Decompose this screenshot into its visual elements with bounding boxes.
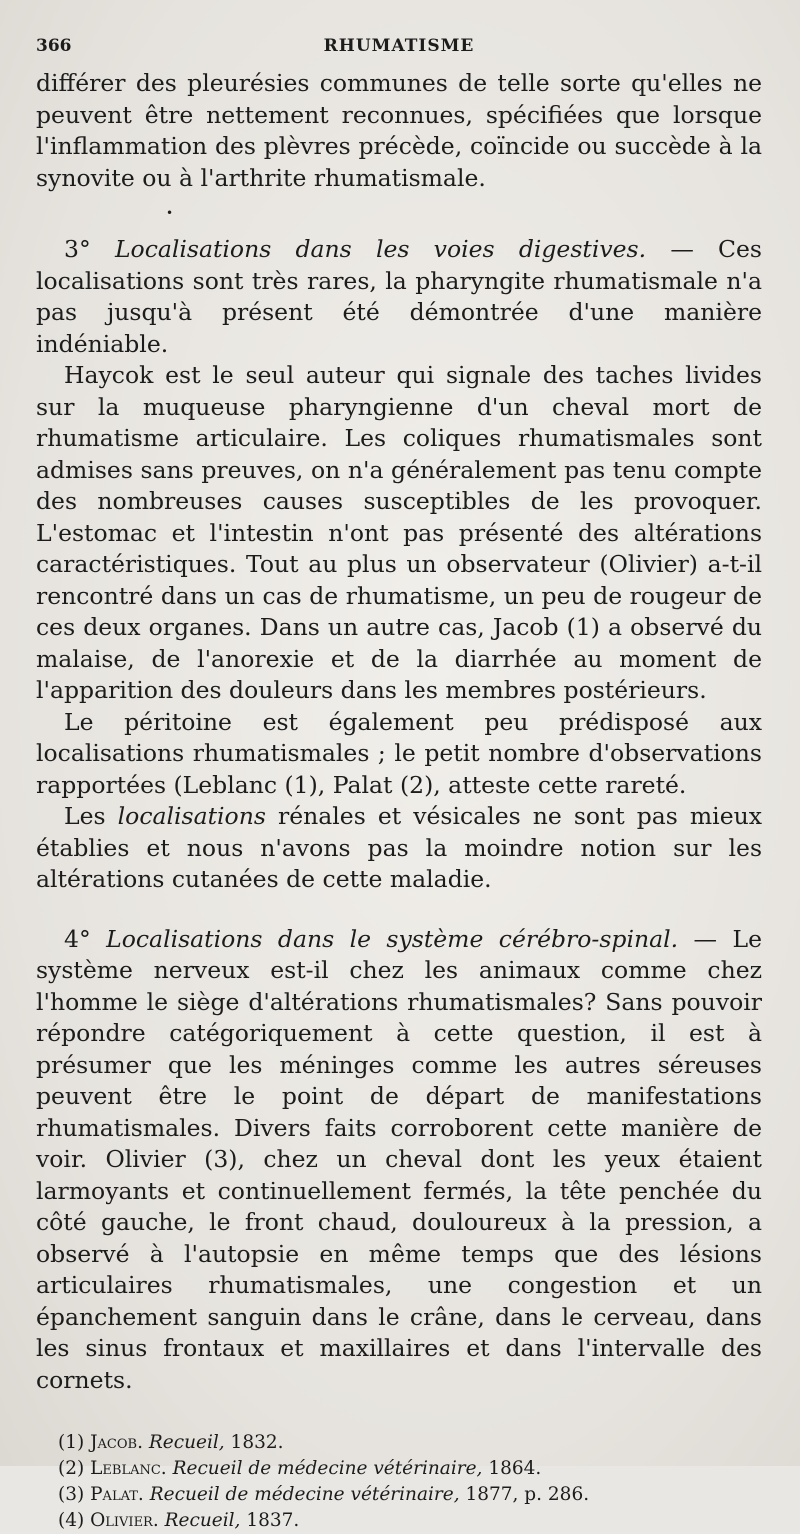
footnote-title: Recueil de médecine vétérinaire, [149,1484,460,1505]
section-gap [36,194,762,234]
body-text [36,68,762,1396]
section-4-title: Localisations dans le système cérébro-spinal. [106,924,679,953]
footnote-number: (1) [58,1432,85,1453]
paragraph-renales [36,801,762,896]
footnote-rest: 1837. [240,1510,300,1531]
p4-rest: rénales et vésicales ne sont pas mieux établies et nous n'avons pas la moindre notion sur les altérations cutanées de cette maladie. [36,802,762,893]
footnote-rest: 1877, p. 286. [459,1484,590,1505]
paragraph-continuation: différer des pleurésies communes de telle sorte qu'elles ne peuvent être nettement reconnues, spécifiées que lorsque l'inflammation des plèvres précède, coïncide ou succède à la synovite ou à l'arthrite rhumatismale. [36,69,762,192]
footnote [36,1482,762,1508]
section-3-title: Localisations dans les voies digestives. [114,235,647,263]
section-3-text: — Ces localisations sont très rares, la pharyngite rhumatismale n'a pas jusqu'à présent été démontrée d'une manière indéniable. [36,235,762,358]
footnote-number: (4) [58,1510,85,1531]
footnote-title: Recueil, [148,1432,225,1453]
footnote-rest: 1832. [224,1432,284,1453]
page-number: 366 [36,36,72,56]
section-3-number: 3° [64,235,91,263]
section-4-text: — Le système nerveux est-il chez les animaux comme chez l'homme le siège d'altérations rhumatismales? Sans pouvoir répondre catégoriquement à cette question, il est à présumer que les méninges comme les autres séreuses peuvent être le point de départ de manifestations rhumatismales. Divers faits corroborent cette manière de voir. Olivier (3), chez un cheval dont les yeux étaient larmoyants et continuellement fermés, la tête penchée du côté gauche, le front chaud, douloureux à la pression, a observé à l'autopsie en même temps que des lésions articulaires rhumatismales, une congestion et un épanchement sanguin dans le crâne, dans le cerveau, dans les sinus frontaux et maxillaires et dans l'intervalle des cornets. [36,924,762,1394]
footnote-number: (3) [58,1484,85,1505]
footnote-author: Leblanc. [90,1458,167,1479]
footnote-rest: 1864. [482,1458,542,1479]
footnote [36,1508,762,1534]
p4-italic: localisations [117,802,266,830]
section-4-number: 4° [64,924,91,953]
paragraph-haycok: Haycok est le seul auteur qui signale des taches livides sur la muqueuse pharyngienne d'un cheval mort de rhumatisme articulaire. Les coliques rhumatismales sont admises sans preuves, on n'a généralement pas tenu compte des nombreuses causes susceptibles de les provoquer. L'estomac et l'intestin n'ont pas présenté des altérations caractéristiques. Tout au plus un observateur (Olivier) a-t-il rencontré dans un cas de rhumatisme, un peu de rougeur de ces deux organes. Dans un autre cas, Jacob (1) a observé du malaise, de l'anorexie et de la diarrhée au moment de l'apparition des douleurs dans les membres postérieurs. [36,361,762,704]
running-head: RHUMATISME [323,36,475,56]
section-4-paragraph [36,924,762,1397]
page-header [36,28,762,68]
footnote-author: Olivier. [90,1510,159,1531]
paragraph-peritoine: Le péritoine est également peu prédisposé aux localisations rhumatismales ; le petit nombre d'observations rapportées (Leblanc (1), Palat (2), atteste cette rareté. [36,707,762,799]
stray-mark: • [166,206,174,220]
footnote [36,1456,762,1482]
footnote-author: Jacob. [90,1432,143,1453]
footnote [36,1430,762,1456]
footnote-author: Palat. [90,1484,144,1505]
section-gap-2 [36,896,762,924]
footnotes [36,1430,762,1534]
p4-start: Les [64,802,118,830]
footnote-title: Recueil, [164,1510,241,1531]
footnote-title: Recueil de médecine vétérinaire, [172,1458,483,1479]
section-3-paragraph [36,234,762,360]
footnote-number: (2) [58,1458,85,1479]
